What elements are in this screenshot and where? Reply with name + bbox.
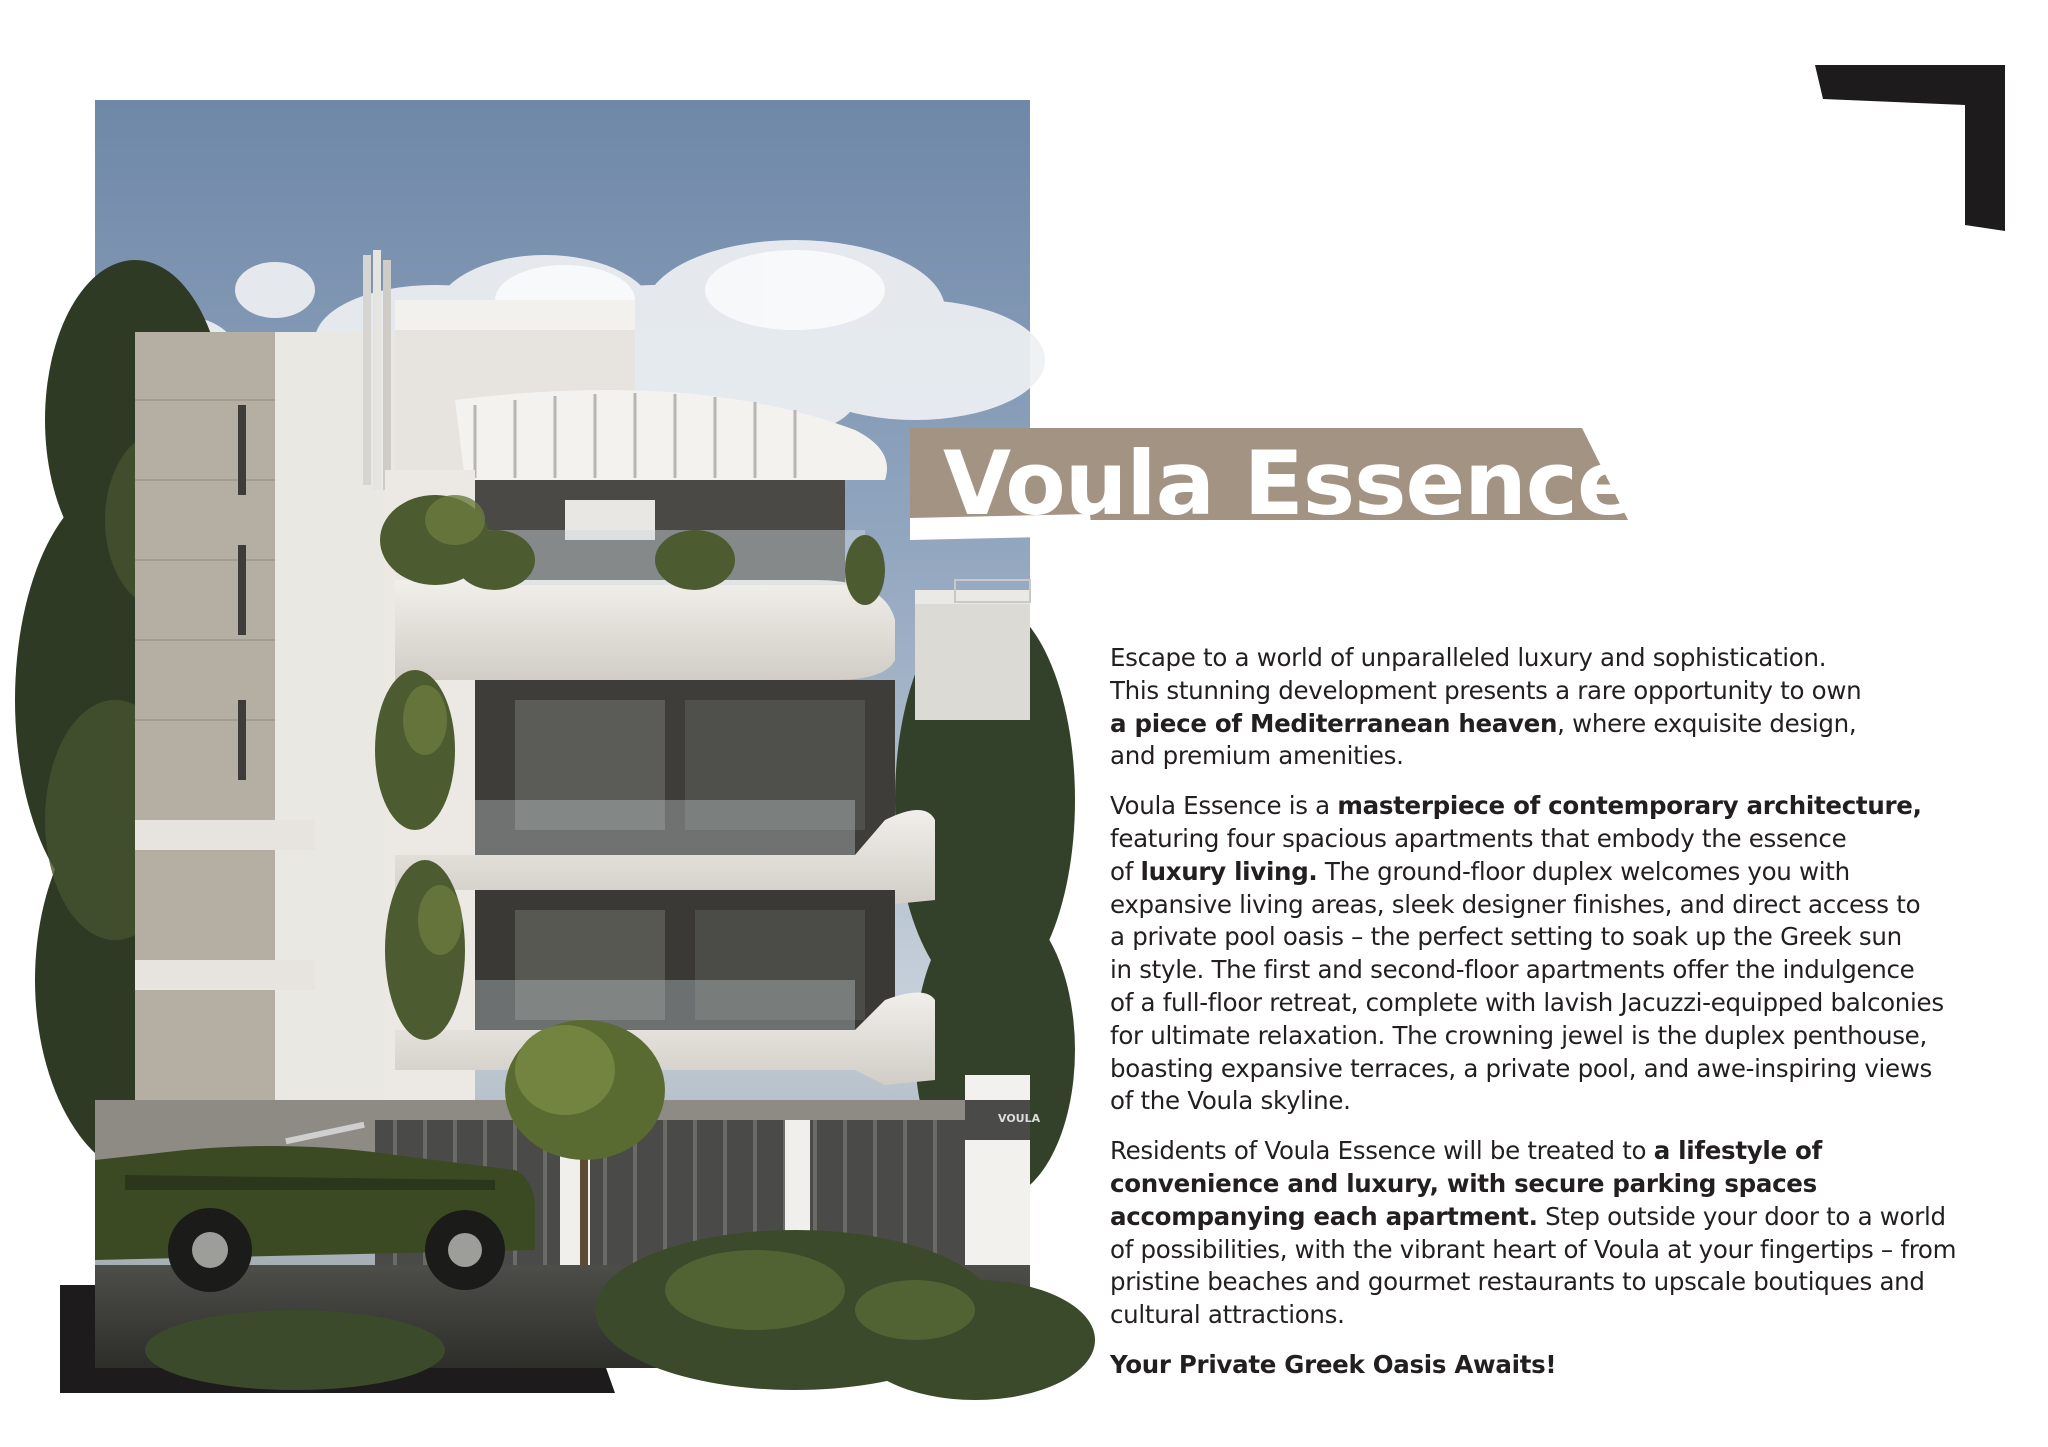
body-text: The ground-floor duplex welcomes you with [1317, 856, 1850, 886]
body-text: cultural attractions. [1110, 1300, 1345, 1330]
emphasis-text: accompanying each apartment. [1110, 1201, 1538, 1231]
emphasis-text: convenience and luxury, with secure parking spaces [1110, 1168, 1817, 1198]
corner-bracket-top-right [1815, 65, 2005, 235]
paragraph-line [1110, 857, 1850, 886]
body-text: Residents of Voula Essence will be treated to [1110, 1136, 1654, 1166]
body-text: Voula Essence is a [1110, 791, 1338, 821]
description-paragraphs [1110, 642, 1990, 1332]
paragraph-line [1110, 988, 1944, 1017]
paragraph-line [1110, 824, 1846, 853]
body-text: and premium amenities. [1110, 741, 1404, 771]
paragraph-line [1110, 1021, 1927, 1050]
title-banner [910, 428, 1636, 540]
paragraph-line [1110, 791, 1922, 820]
body-text: This stunning development presents a rare opportunity to own [1110, 675, 1862, 705]
emphasis-text: masterpiece of contemporary architecture, [1337, 791, 1922, 821]
building-photo [95, 100, 1041, 1368]
body-text: , where exquisite design, [1557, 708, 1857, 738]
body-text: boasting expansive terraces, a private pool, and awe-inspiring views [1110, 1053, 1933, 1083]
body-text: of possibilities, with the vibrant heart of Voula at your fingertips – from [1110, 1234, 1957, 1264]
emphasis-text: a piece of Mediterranean heaven [1110, 708, 1558, 738]
paragraph-line [1110, 955, 1914, 984]
paragraph-3 [1110, 1135, 1990, 1332]
body-text: pristine beaches and gourmet restaurants to upscale boutiques and [1110, 1267, 1925, 1297]
body-text: featuring four spacious apartments that embody the essence [1110, 823, 1847, 853]
paragraph-line [1110, 1169, 1817, 1198]
body-text: Escape to a world of unparalleled luxury and sophistication. [1110, 643, 1827, 672]
paragraph-line [1110, 890, 1920, 919]
paragraph-line [1110, 1136, 1822, 1165]
description-copy [1110, 642, 1990, 1399]
paragraph-line [1110, 1267, 1925, 1296]
closing-tagline: Your Private Greek Oasis Awaits! [1110, 1349, 1557, 1379]
paragraph-line [1110, 676, 1861, 705]
photo-gate-sign: VOULA [998, 1112, 1041, 1125]
paragraph-1 [1110, 642, 1990, 773]
paragraph-line [1110, 1235, 1956, 1264]
emphasis-text: a lifestyle of [1653, 1136, 1822, 1166]
body-text: Step outside your door to a world [1537, 1201, 1946, 1231]
paragraph-line [1110, 643, 1826, 672]
paragraph-line [1110, 1300, 1345, 1329]
page-title: Voula Essence [943, 432, 1636, 535]
body-text: of [1110, 856, 1141, 886]
body-text: for ultimate relaxation. The crowning jewel is the duplex penthouse, [1110, 1020, 1927, 1050]
paragraph-line [1110, 922, 1902, 951]
paragraph-line [1110, 709, 1856, 738]
body-text: in style. The first and second-floor apartments offer the indulgence [1110, 955, 1915, 985]
body-text: a private pool oasis – the perfect setting to soak up the Greek sun [1110, 922, 1902, 952]
body-text: of a full-floor retreat, complete with lavish Jacuzzi-equipped balconies [1110, 987, 1944, 1017]
paragraph-line [1110, 1202, 1946, 1231]
paragraph-line [1110, 1086, 1351, 1115]
paragraph-line [1110, 741, 1404, 770]
emphasis-text: luxury living. [1140, 856, 1318, 886]
body-text: of the Voula skyline. [1110, 1086, 1351, 1116]
paragraph-line [1110, 1054, 1932, 1083]
paragraph-2 [1110, 790, 1990, 1118]
body-text: expansive living areas, sleek designer finishes, and direct access to [1110, 889, 1921, 919]
